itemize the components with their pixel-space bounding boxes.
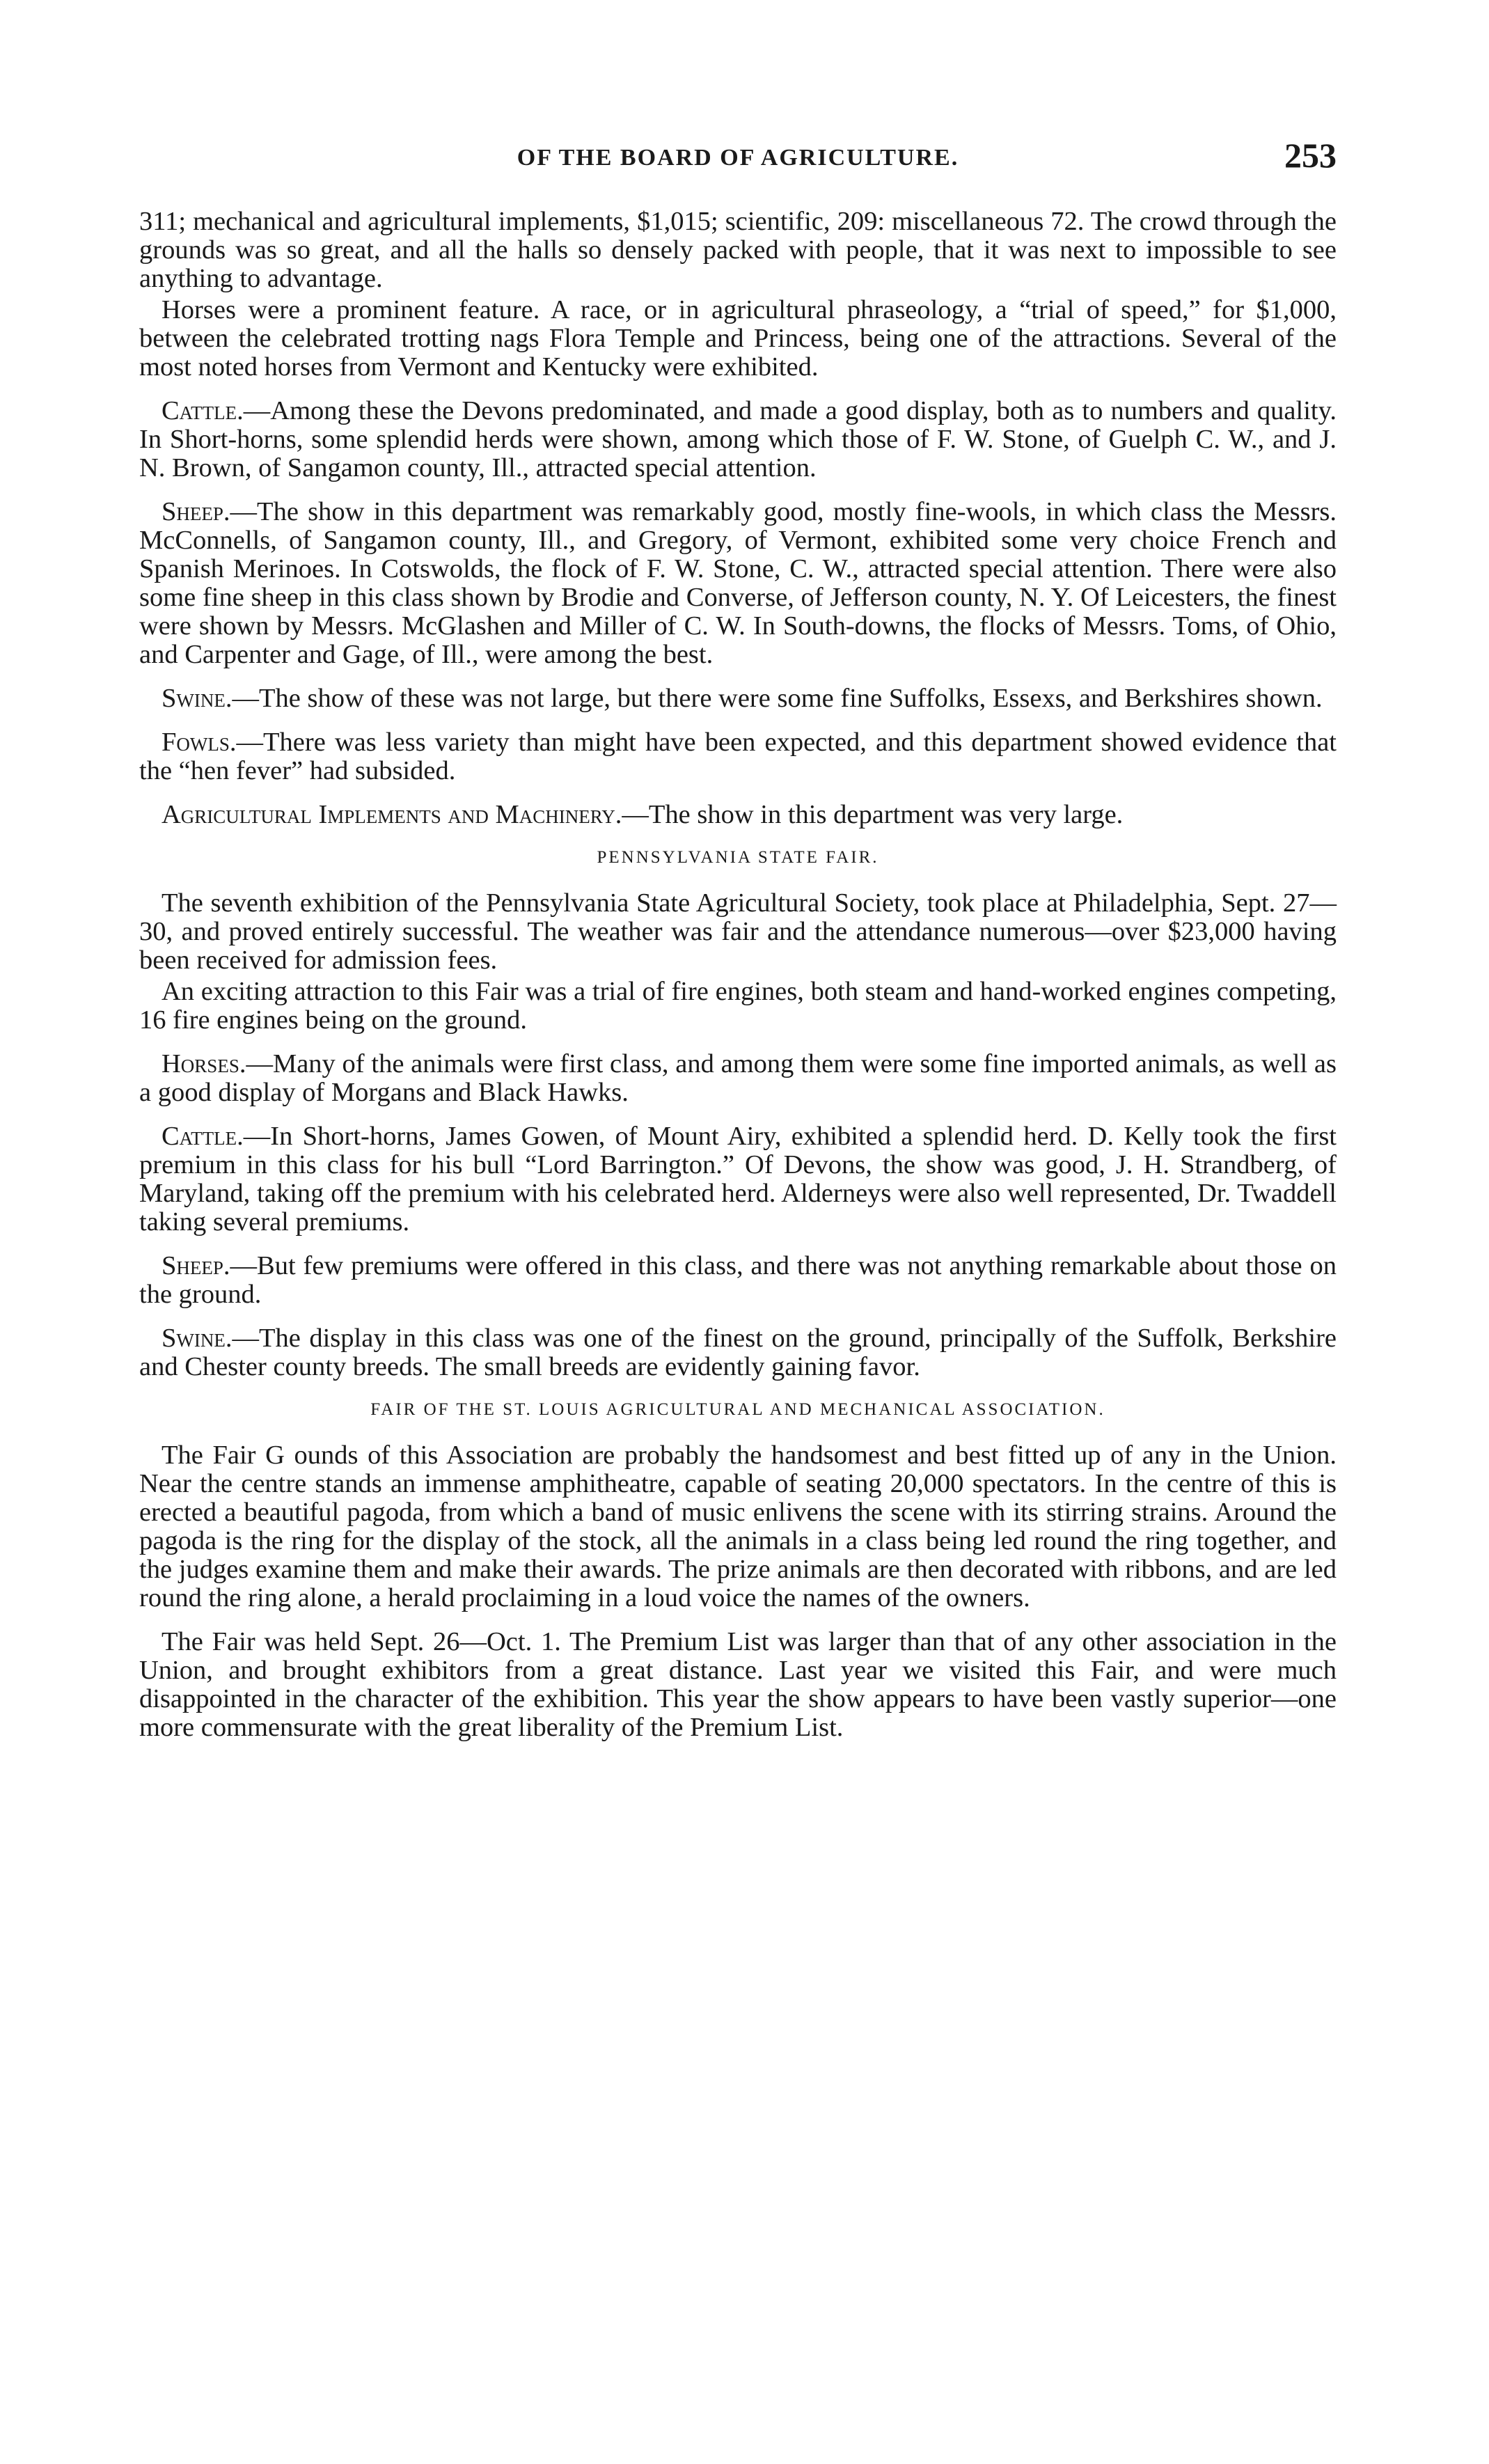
paragraph-pa-cattle-text: —In Short-horns, James Gowen, of Mount Airy, exhibited a splendid herd. D. Kelly took the first premium in this class for his bull “Lord Barrington.” Of Devons, the show was good, J. H. Strandberg, of Maryland, taking off the premium with his celebrated herd. Alderneys were also well represented, Dr. Twaddell taking several premiums. bbox=[139, 1122, 1337, 1237]
paragraph-pa-sheep bbox=[139, 1252, 1337, 1309]
paragraph-pa-swine bbox=[139, 1324, 1337, 1381]
paragraph-swine-text: —The show of these was not large, but there were some fine Suffolks, Essexs, and Berkshires shown. bbox=[232, 684, 1323, 713]
paragraph-cattle bbox=[139, 397, 1337, 482]
section-lead-pa-sheep: Sheep. bbox=[161, 1251, 230, 1280]
section-lead-pa-swine: Swine. bbox=[161, 1324, 233, 1353]
paragraph-implements bbox=[139, 801, 1337, 829]
paragraph-horses-race: Horses were a prominent feature. A race, or in agricultural phraseology, a “trial of speed,” for $1,000, between the celebrated trotting nags Flora Temple and Princess, being one of the attractions. Several of the most noted horses from Vermont and Kentucky were exhibited. bbox=[139, 295, 1337, 382]
paragraph-pa-horses bbox=[139, 1050, 1337, 1107]
paragraph-cattle-text: —Among these the Devons predominated, and made a good display, both as to numbers and quality. In Short-horns, some splendid herds were shown, among which those of F. W. Stone, of Guelph C. W., and J. N. Brown, of Sangamon county, Ill., attracted special attention. bbox=[139, 396, 1337, 482]
section-heading-pennsylvania: PENNSYLVANIA STATE FAIR. bbox=[597, 848, 879, 867]
paragraph-sheep-text: —The show in this department was remarkably good, mostly fine-wools, in which class the Messrs. McConnells, of Sangamon county, Ill., and Gregory, of Vermont, exhibited some very choice French and Spanish Merinoes. In Cotswolds, the flock of F. W. Stone, C. W., attracted special attention. There were also some fine sheep in this class shown by Brodie and Converse, of Jefferson county, N. Y. Of Leicesters, the finest were shown by Messrs. McGlashen and Miller of C. W. In South-downs, the flocks of Messrs. Toms, of Ohio, and Carpenter and Gage, of Ill., were among the best. bbox=[139, 497, 1337, 669]
paragraph-st-louis-premium: The Fair was held Sept. 26—Oct. 1. The Premium List was larger than that of any other association in the Union, and brought exhibitors from a great distance. Last year we visited this Fair, and were much disappointed in the character of the exhibition. This year the show appears to have been vastly superior—one more commensurate with the great liberality of the Premium List. bbox=[139, 1627, 1337, 1742]
paragraph-pa-sheep-text: —But few premiums were offered in this class, and there was not anything remarkable about those on the ground. bbox=[139, 1251, 1337, 1309]
page-number: 253 bbox=[1284, 136, 1337, 175]
section-lead-cattle: Cattle. bbox=[161, 396, 244, 425]
paragraph-implements-text: —The show in this department was very large. bbox=[622, 800, 1124, 829]
paragraph-st-louis-grounds: The Fair G ounds of this Association are probably the handsomest and best fitted up of any in the Union. Near the centre stands an immense amphitheatre, capable of seating 20,000 spectators. In the centre of this is erected a beautiful pagoda, from which a band of music enlivens the scene with its stirring strains. Around the pagoda is the ring for the display of the stock, all the animals in a class being led round the ring together, and the judges examine them and make their awards. The prize animals are then decorated with ribbons, and are led round the ring alone, a herald proclaiming in a loud voice the names of the owners. bbox=[139, 1441, 1337, 1612]
section-lead-pa-horses: Horses. bbox=[161, 1049, 246, 1078]
paragraph-pa-horses-text: —Many of the animals were first class, and among them were some fine imported animals, as well as a good display of Morgans and Black Hawks. bbox=[139, 1049, 1337, 1107]
section-lead-sheep: Sheep. bbox=[161, 497, 230, 526]
paragraph-pa-swine-text: —The display in this class was one of the finest on the ground, principally of the Suffolk, Berkshire and Chester county breeds. The small breeds are evidently gaining favor. bbox=[139, 1324, 1337, 1381]
paragraph-swine bbox=[139, 684, 1337, 713]
paragraph-pa-cattle bbox=[139, 1122, 1337, 1237]
section-lead-fowls: Fowls. bbox=[161, 728, 237, 757]
paragraph-sheep bbox=[139, 498, 1337, 669]
section-lead-implements: Agricultural Implements and Machinery. bbox=[161, 800, 622, 829]
paragraph-exhibit-counts: 311; mechanical and agricultural implements, $1,015; scientific, 209: miscellaneous 72. The crowd through the grounds was so great, and all the halls so densely packed with people, that it was next to impossible to see anything to advantage. bbox=[139, 207, 1337, 293]
paragraph-pennsylvania-intro: The seventh exhibition of the Pennsylvania State Agricultural Society, took place at Philadelphia, Sept. 27—30, and proved entirely successful. The weather was fair and the attendance numerous—over $23,000 having been received for admission fees. bbox=[139, 888, 1337, 975]
paragraph-fowls-text: —There was less variety than might have been expected, and this department showed evidence that the “hen fever” had subsided. bbox=[139, 728, 1337, 785]
section-lead-pa-cattle: Cattle. bbox=[161, 1122, 244, 1151]
section-lead-swine: Swine. bbox=[161, 684, 233, 713]
running-title: OF THE BOARD OF AGRICULTURE. bbox=[517, 145, 959, 171]
paragraph-fowls bbox=[139, 728, 1337, 785]
section-heading-st-louis: FAIR OF THE ST. LOUIS AGRICULTURAL AND MECHANICAL ASSOCIATION. bbox=[370, 1400, 1105, 1419]
book-page bbox=[139, 132, 1337, 1757]
paragraph-fire-engines: An exciting attraction to this Fair was a trial of fire engines, both steam and hand-worked engines competing, 16 fire engines being on the ground. bbox=[139, 977, 1337, 1035]
running-head bbox=[139, 132, 1337, 188]
